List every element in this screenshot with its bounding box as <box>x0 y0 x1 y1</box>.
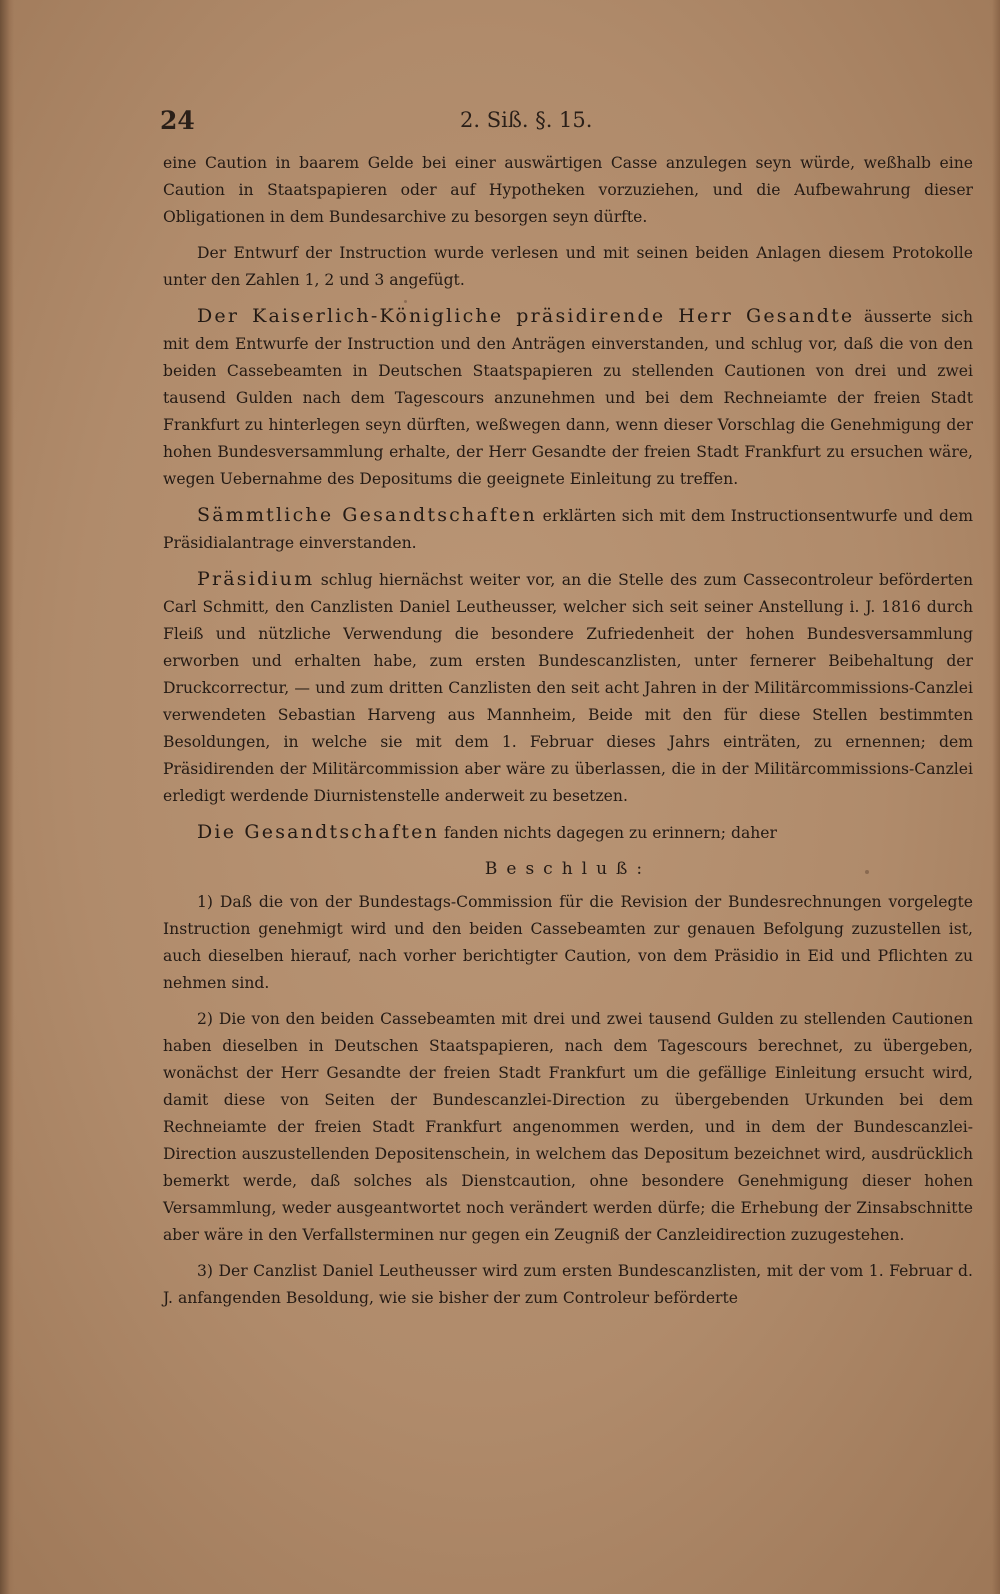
page-edge <box>992 0 1000 1594</box>
page-body <box>163 150 973 1321</box>
paragraph-2: Der Entwurf der Instruction wurde verlesen und mit seinen beiden Anlagen diesem Protokolle unter den Zahlen 1, 2 und 3 angefügt. <box>163 244 973 289</box>
page-header <box>160 106 880 140</box>
paragraph-3-lead: Der Kaiserlich-Königliche präsidirende Herr Gesandte <box>197 305 855 327</box>
running-head: 2. Siß. §. 15. <box>460 108 593 132</box>
binding-gutter <box>0 0 14 1594</box>
ink-speck <box>404 300 407 303</box>
paragraph-4-text: erklärten sich mit dem Instructionsentwurfe und dem Präsidialantrage einverstanden. <box>163 507 974 552</box>
paragraph-3 <box>163 303 973 493</box>
paragraph-5-text: schlug hiernächst weiter vor, an die Stelle des zum Cassecontroleur beförderten Carl Schmitt, den Canzlisten Daniel Leutheusser, welcher sich seit seiner Anstellung i. J. 1816 durch Fleiß und nützliche Verwendung die besondere Zufriedenheit der hohen Bundesversammlung erworben und erhalten habe, zum ersten Bundescanzlisten, unter fernerer Beibehaltung der Druckcorrectur, — und zum dritten Canzlisten den seit acht Jahren in der Militärcommissions-Canzlei verwendeten Sebastian Harveng aus Mannheim, Beide mit den für diese Stellen bestimmten Besoldungen, in welche sie mit dem 1. Februar dieses Jahrs einträten, zu ernennen; dem Präsidirenden der Militärcommission aber wäre zu überlassen, die in der Militärcommissions-Canzlei erledigt werdende Diurnistenstelle anderweit zu besetzen. <box>163 571 973 805</box>
paragraph-4 <box>163 502 973 557</box>
paragraph-6-text: fanden nichts dagegen zu erinnern; daher <box>439 824 777 842</box>
resolution-item-2: 2) Die von den beiden Cassebeamten mit drei und zwei tausend Gulden zu stellenden Cautionen haben dieselben in Deutschen Staatspapieren, nach dem Tagescours berechnet, zu übergeben, wonächst der Herr Gesandte der freien Stadt Frankfurt um die gefällige Einleitung ersucht wird, damit diese von Seiten der Bundescanzlei-Direction zu übergebenden Urkunden bei dem Rechneiamte der freien Stadt Frankfurt angenommen werden, und in dem der Bundescanzlei-Direction auszustellenden Depositenschein, in welchem das Depositum bezeichnet wird, ausdrücklich bemerkt werde, daß solches als Dienstcaution, ohne besondere Genehmigung dieser hohen Versammlung, weder ausgeantwortet noch verändert werden dürfe; die Erhebung der Zinsabschnitte aber wäre in den Verfallsterminen nur gegen ein Zeugniß der Canzleidirection zuzugestehen. <box>163 1010 973 1244</box>
resolution-item-1: 1) Daß die von der Bundestags-Commission für die Revision der Bundesrechnungen vorgelegte Instruction genehmigt wird und den beiden Cassebeamten zur genauen Befolgung zuzustellen ist, auch dieselben hierauf, nach vorher berichtigter Caution, von dem Präsidio in Eid und Pflichten zu nehmen sind. <box>163 893 973 992</box>
paragraph-5 <box>163 566 973 810</box>
resolution-heading: Beschluß: <box>484 859 652 879</box>
paragraph-6 <box>163 819 973 847</box>
paragraph-4-lead: Sämmtliche Gesandtschaften <box>197 504 537 526</box>
paragraph-6-lead: Die Gesandtschaften <box>197 821 440 843</box>
ink-speck <box>865 870 869 874</box>
paragraph-3-text: äusserte sich mit dem Entwurfe der Instruction und den Anträgen einverstanden, und schlug vor, daß die von den beiden Cassebeamten in Deutschen Staatspapieren zu stellenden Cautionen von drei und zwei tausend Gulden nach dem Tagescours anzunehmen und bei dem Rechneiamte der freien Stadt Frankfurt zu hinterlegen seyn dürften, weßwegen dann, wenn dieser Vorschlag die Genehmigung der hohen Bundesversammlung erhalte, der Herr Gesandte der freien Stadt Frankfurt zu ersuchen wäre, wegen Uebernahme des Depositums die geeignete Einleitung zu treffen. <box>163 308 973 488</box>
page-number: 24 <box>160 106 195 135</box>
paragraph-5-lead: Präsidium <box>197 568 315 590</box>
paragraph-1: eine Caution in baarem Gelde bei einer auswärtigen Casse anzulegen seyn würde, weßhalb eine Caution in Staatspapieren oder auf Hypotheken vorzuziehen, und die Aufbewahrung dieser Obligationen in dem Bundesarchive zu besorgen seyn dürfte. <box>163 154 973 226</box>
resolution-item-3: 3) Der Canzlist Daniel Leutheusser wird zum ersten Bundescanzlisten, mit der vom 1. Februar d. J. anfangenden Besoldung, wie sie bisher der zum Controleur beförderte <box>163 1262 973 1307</box>
